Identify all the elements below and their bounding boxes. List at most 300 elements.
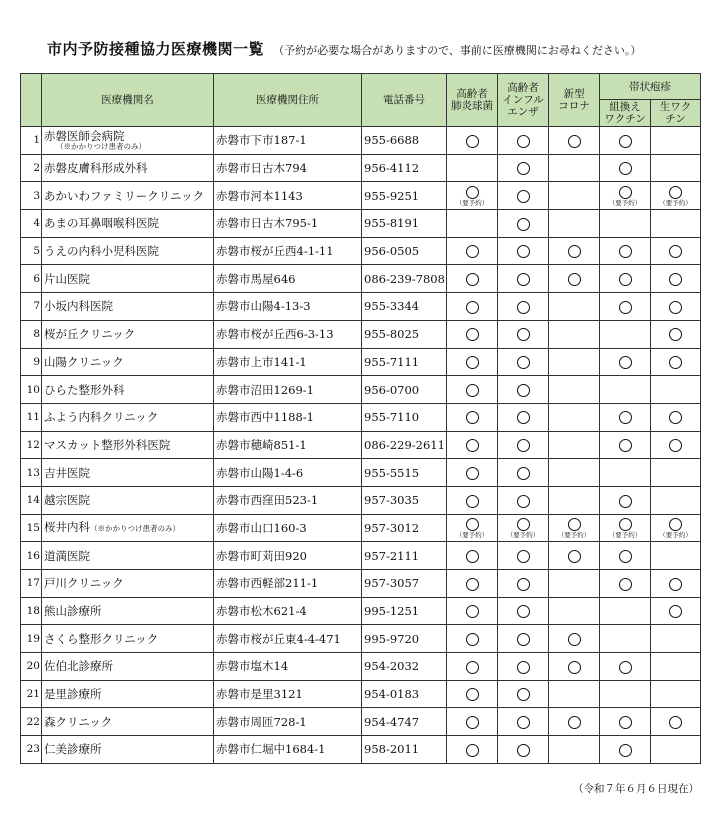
reservation-required-note: （要予約）	[608, 531, 642, 540]
mark-cell-pneumo	[447, 376, 498, 404]
mark-cell-flu	[498, 182, 549, 210]
table-row	[21, 376, 701, 404]
mark-cell-shingles-live	[651, 127, 701, 155]
table-row	[21, 570, 701, 598]
available-circle-icon	[517, 605, 530, 618]
mark-cell-shingles-recombinant	[600, 376, 651, 404]
header-phone: 電話番号	[362, 74, 447, 127]
mark-cell-flu	[498, 542, 549, 570]
clinic-phone: 955-8025	[362, 320, 447, 348]
clinic-address: 赤磐市下市187-1	[214, 127, 362, 155]
clinic-phone: 954-2032	[362, 653, 447, 681]
available-circle-icon	[669, 605, 682, 618]
mark-cell-shingles-live	[651, 625, 701, 653]
table-row	[21, 182, 701, 210]
clinic-address: 赤磐市沼田1269-1	[214, 376, 362, 404]
mark-cell-flu	[498, 597, 549, 625]
mark-cell-shingles-recombinant	[600, 403, 651, 431]
clinic-address: 赤磐市是里3121	[214, 680, 362, 708]
table-row	[21, 486, 701, 514]
mark-cell-shingles-live	[651, 708, 701, 736]
mark-cell-flu	[498, 625, 549, 653]
clinic-address: 赤磐市桜が丘西6-3-13	[214, 320, 362, 348]
mark-cell-shingles-recombinant	[600, 486, 651, 514]
page-subtitle: （予約が必要な場合がありますので、事前に医療機関にお尋ねください。）	[273, 44, 642, 57]
mark-cell-shingles-recombinant	[600, 348, 651, 376]
clinic-address: 赤磐市穂崎851-1	[214, 431, 362, 459]
mark-cell-shingles-live	[651, 597, 701, 625]
clinic-address: 赤磐市日古木795-1	[214, 210, 362, 238]
available-circle-icon	[517, 688, 530, 701]
mark-cell-pneumo	[447, 736, 498, 764]
clinic-name-cell	[42, 376, 214, 404]
clinic-address: 赤磐市周匝728-1	[214, 708, 362, 736]
available-circle-icon	[619, 661, 632, 674]
clinic-phone: 086-239-7808	[362, 265, 447, 293]
mark-cell-pneumo	[447, 348, 498, 376]
available-circle-icon	[517, 301, 530, 314]
available-circle-icon	[517, 356, 530, 369]
available-circle-icon	[466, 518, 479, 531]
clinic-name-cell	[42, 625, 214, 653]
mark-cell-flu	[498, 680, 549, 708]
mark-cell-pneumo	[447, 597, 498, 625]
available-circle-icon	[669, 578, 682, 591]
mark-cell-shingles-recombinant	[600, 459, 651, 487]
row-number: 12	[21, 431, 42, 459]
row-number: 3	[21, 182, 42, 210]
row-number: 13	[21, 459, 42, 487]
clinic-phone: 956-0505	[362, 237, 447, 265]
table-row	[21, 237, 701, 265]
available-circle-icon	[669, 439, 682, 452]
available-circle-icon	[619, 356, 632, 369]
mark-cell-covid	[549, 293, 600, 321]
available-circle-icon	[619, 411, 632, 424]
table-row	[21, 431, 701, 459]
header-covid: 新型 コロナ	[549, 74, 600, 127]
clinic-address: 赤磐市山口160-3	[214, 514, 362, 542]
available-circle-icon	[466, 744, 479, 757]
clinic-name-cell	[42, 570, 214, 598]
mark-cell-shingles-live	[651, 210, 701, 238]
clinic-name: 佐伯北診療所	[44, 659, 113, 674]
mark-cell-covid	[549, 653, 600, 681]
reservation-required-note: （要予約）	[557, 531, 591, 540]
clinic-address: 赤磐市山陽1-4-6	[214, 459, 362, 487]
available-circle-icon	[568, 716, 581, 729]
table-row	[21, 736, 701, 764]
mark-cell-covid	[549, 210, 600, 238]
clinic-address: 赤磐市松木621-4	[214, 597, 362, 625]
available-circle-icon	[669, 301, 682, 314]
mark-cell-shingles-recombinant	[600, 542, 651, 570]
table-row	[21, 625, 701, 653]
row-number: 20	[21, 653, 42, 681]
mark-cell-pneumo	[447, 680, 498, 708]
mark-cell-shingles-live	[651, 348, 701, 376]
mark-cell-covid	[549, 570, 600, 598]
mark-cell-shingles-live	[651, 680, 701, 708]
available-circle-icon	[568, 273, 581, 286]
clinic-name-cell	[42, 542, 214, 570]
available-circle-icon	[517, 467, 530, 480]
row-number: 8	[21, 320, 42, 348]
table-row	[21, 653, 701, 681]
title-row	[47, 38, 641, 59]
header-flu: 高齢者 インフル エンザ	[498, 74, 549, 127]
available-circle-icon	[517, 578, 530, 591]
row-number: 4	[21, 210, 42, 238]
clinic-phone: 995-1251	[362, 597, 447, 625]
table-body	[21, 127, 701, 764]
mark-cell-flu	[498, 459, 549, 487]
clinic-name-cell	[42, 237, 214, 265]
table-row	[21, 320, 701, 348]
available-circle-icon	[517, 135, 530, 148]
mark-cell-pneumo	[447, 210, 498, 238]
available-circle-icon	[517, 661, 530, 674]
mark-cell-flu	[498, 127, 549, 155]
mark-cell-shingles-live	[651, 403, 701, 431]
available-circle-icon	[619, 245, 632, 258]
mark-cell-shingles-recombinant	[600, 653, 651, 681]
clinic-phone: 995-9720	[362, 625, 447, 653]
clinic-name: 戸川クリニック	[44, 576, 124, 591]
row-number: 11	[21, 403, 42, 431]
mark-cell-pneumo	[447, 293, 498, 321]
available-circle-icon	[466, 688, 479, 701]
available-circle-icon	[669, 328, 682, 341]
mark-cell-shingles-recombinant	[600, 237, 651, 265]
available-circle-icon	[517, 384, 530, 397]
mark-cell-shingles-live	[651, 486, 701, 514]
reservation-required-note: （要予約）	[608, 199, 642, 208]
clinic-address: 赤磐市町苅田920	[214, 542, 362, 570]
clinic-name-cell	[42, 293, 214, 321]
clinic-name-cell	[42, 597, 214, 625]
mark-cell-shingles-recombinant	[600, 708, 651, 736]
reservation-required-note: （要予約）	[659, 199, 692, 208]
available-circle-icon	[669, 356, 682, 369]
clinic-address: 赤磐市山陽4-13-3	[214, 293, 362, 321]
mark-cell-shingles-recombinant	[600, 210, 651, 238]
available-circle-icon	[619, 439, 632, 452]
mark-cell-pneumo	[447, 403, 498, 431]
clinic-phone: 957-3012	[362, 514, 447, 542]
table-row	[21, 210, 701, 238]
reservation-required-note: （要予約）	[455, 531, 489, 540]
clinic-name-cell	[42, 680, 214, 708]
mark-cell-shingles-recombinant	[600, 182, 651, 210]
mark-cell-flu	[498, 154, 549, 182]
available-circle-icon	[669, 186, 682, 199]
clinic-address: 赤磐市西中1188-1	[214, 403, 362, 431]
mark-cell-shingles-live	[651, 154, 701, 182]
mark-cell-flu	[498, 514, 549, 542]
available-circle-icon	[619, 273, 632, 286]
clinic-phone: 955-3344	[362, 293, 447, 321]
mark-cell-shingles-live	[651, 265, 701, 293]
mark-cell-pneumo	[447, 154, 498, 182]
mark-cell-flu	[498, 210, 549, 238]
table-row	[21, 514, 701, 542]
clinic-name: 道満医院	[44, 548, 90, 563]
mark-cell-pneumo	[447, 625, 498, 653]
mark-cell-flu	[498, 736, 549, 764]
available-circle-icon	[466, 135, 479, 148]
clinic-phone: 957-3035	[362, 486, 447, 514]
clinic-name: うえの内科小児科医院	[44, 244, 159, 259]
available-circle-icon	[466, 328, 479, 341]
available-circle-icon	[466, 411, 479, 424]
clinic-name: 仁美診療所	[44, 742, 102, 757]
clinic-address: 赤磐市塩木14	[214, 653, 362, 681]
available-circle-icon	[466, 273, 479, 286]
clinic-name-cell	[42, 459, 214, 487]
mark-cell-shingles-recombinant	[600, 680, 651, 708]
clinic-name: 片山医院	[44, 271, 90, 286]
available-circle-icon	[619, 578, 632, 591]
table-row	[21, 403, 701, 431]
row-number: 21	[21, 680, 42, 708]
available-circle-icon	[619, 518, 632, 531]
clinic-address: 赤磐市河本1143	[214, 182, 362, 210]
mark-cell-covid	[549, 431, 600, 459]
mark-cell-flu	[498, 348, 549, 376]
clinic-address: 赤磐市仁堀中1684-1	[214, 736, 362, 764]
mark-cell-shingles-live	[651, 431, 701, 459]
clinic-table	[20, 73, 701, 764]
table-row	[21, 597, 701, 625]
mark-cell-pneumo	[447, 127, 498, 155]
clinic-name-cell	[42, 210, 214, 238]
clinic-name-cell	[42, 154, 214, 182]
mark-cell-shingles-live	[651, 736, 701, 764]
clinic-name: ひらた整形外科	[44, 382, 125, 397]
available-circle-icon	[466, 495, 479, 508]
mark-cell-covid	[549, 376, 600, 404]
mark-cell-shingles-live	[651, 570, 701, 598]
clinic-phone: 956-4112	[362, 154, 447, 182]
clinic-phone: 956-0700	[362, 376, 447, 404]
clinic-name: 是里診療所	[44, 687, 102, 702]
clinic-name: 森クリニック	[44, 714, 113, 729]
available-circle-icon	[517, 245, 530, 258]
mark-cell-flu	[498, 653, 549, 681]
clinic-name-cell	[42, 514, 214, 542]
available-circle-icon	[669, 245, 682, 258]
available-circle-icon	[517, 439, 530, 452]
mark-cell-shingles-recombinant	[600, 154, 651, 182]
clinic-phone: 955-7111	[362, 348, 447, 376]
clinic-address: 赤磐市西軽部211-1	[214, 570, 362, 598]
table-header	[21, 74, 701, 127]
clinic-name: 山陽クリニック	[44, 354, 124, 369]
row-number: 23	[21, 736, 42, 764]
mark-cell-covid	[549, 625, 600, 653]
clinic-phone: 955-8191	[362, 210, 447, 238]
table-row	[21, 265, 701, 293]
available-circle-icon	[517, 518, 530, 531]
available-circle-icon	[669, 411, 682, 424]
clinic-name-cell	[42, 736, 214, 764]
table-row	[21, 680, 701, 708]
clinic-phone: 955-9251	[362, 182, 447, 210]
clinic-phone: 955-5515	[362, 459, 447, 487]
header-shingles: 帯状疱疹	[600, 74, 701, 100]
mark-cell-flu	[498, 431, 549, 459]
mark-cell-pneumo	[447, 237, 498, 265]
row-number: 18	[21, 597, 42, 625]
mark-cell-shingles-recombinant	[600, 265, 651, 293]
row-number: 19	[21, 625, 42, 653]
mark-cell-shingles-recombinant	[600, 320, 651, 348]
header-address: 医療機関住所	[214, 74, 362, 127]
table-row	[21, 708, 701, 736]
row-number: 14	[21, 486, 42, 514]
table-row	[21, 459, 701, 487]
clinic-name: 赤磐医師会病院	[44, 128, 125, 143]
available-circle-icon	[669, 273, 682, 286]
mark-cell-shingles-live	[651, 459, 701, 487]
mark-cell-shingles-recombinant	[600, 431, 651, 459]
mark-cell-covid	[549, 237, 600, 265]
mark-cell-shingles-recombinant	[600, 625, 651, 653]
mark-cell-covid	[549, 542, 600, 570]
clinic-address: 赤磐市馬屋646	[214, 265, 362, 293]
mark-cell-pneumo	[447, 431, 498, 459]
row-number: 16	[21, 542, 42, 570]
mark-cell-flu	[498, 320, 549, 348]
mark-cell-flu	[498, 265, 549, 293]
available-circle-icon	[466, 661, 479, 674]
mark-cell-covid	[549, 459, 600, 487]
clinic-name-cell	[42, 403, 214, 431]
row-number: 5	[21, 237, 42, 265]
mark-cell-covid	[549, 736, 600, 764]
row-number: 7	[21, 293, 42, 321]
available-circle-icon	[466, 439, 479, 452]
clinic-name: 熊山診療所	[44, 604, 102, 619]
available-circle-icon	[568, 550, 581, 563]
mark-cell-shingles-recombinant	[600, 514, 651, 542]
available-circle-icon	[466, 245, 479, 258]
mark-cell-shingles-live	[651, 376, 701, 404]
mark-cell-flu	[498, 403, 549, 431]
mark-cell-shingles-live	[651, 237, 701, 265]
header-name: 医療機関名	[42, 74, 214, 127]
clinic-phone: 955-7110	[362, 403, 447, 431]
available-circle-icon	[568, 661, 581, 674]
available-circle-icon	[619, 495, 632, 508]
clinic-phone: 086-229-2611	[362, 431, 447, 459]
clinic-name: マスカット整形外科医院	[44, 437, 171, 452]
row-number: 9	[21, 348, 42, 376]
mark-cell-pneumo	[447, 265, 498, 293]
row-number: 22	[21, 708, 42, 736]
clinic-address: 赤磐市西窪田523-1	[214, 486, 362, 514]
available-circle-icon	[619, 135, 632, 148]
mark-cell-flu	[498, 293, 549, 321]
mark-cell-covid	[549, 597, 600, 625]
mark-cell-pneumo	[447, 459, 498, 487]
mark-cell-pneumo	[447, 570, 498, 598]
clinic-name: 越宗医院	[44, 493, 90, 508]
header-number	[21, 74, 42, 127]
mark-cell-covid	[549, 265, 600, 293]
mark-cell-pneumo	[447, 708, 498, 736]
mark-cell-shingles-recombinant	[600, 293, 651, 321]
reservation-required-note: （要予約）	[659, 531, 692, 540]
mark-cell-shingles-live	[651, 293, 701, 321]
mark-cell-pneumo	[447, 486, 498, 514]
mark-cell-covid	[549, 154, 600, 182]
available-circle-icon	[466, 356, 479, 369]
clinic-name: 吉井医院	[44, 465, 90, 480]
mark-cell-shingles-live	[651, 514, 701, 542]
row-number: 17	[21, 570, 42, 598]
mark-cell-flu	[498, 708, 549, 736]
clinic-name: 桜井内科	[44, 519, 90, 534]
mark-cell-shingles-live	[651, 320, 701, 348]
mark-cell-shingles-recombinant	[600, 597, 651, 625]
mark-cell-flu	[498, 237, 549, 265]
available-circle-icon	[568, 518, 581, 531]
clinic-name-cell	[42, 708, 214, 736]
available-circle-icon	[466, 301, 479, 314]
available-circle-icon	[517, 550, 530, 563]
available-circle-icon	[619, 716, 632, 729]
clinic-phone: 957-3057	[362, 570, 447, 598]
available-circle-icon	[466, 633, 479, 646]
mark-cell-shingles-live	[651, 653, 701, 681]
header-pneumo: 高齢者 肺炎球菌	[447, 74, 498, 127]
header-shingles-live: 生ワク チン	[651, 100, 701, 127]
clinic-phone: 957-2111	[362, 542, 447, 570]
available-circle-icon	[517, 633, 530, 646]
clinic-name-cell	[42, 348, 214, 376]
mark-cell-shingles-recombinant	[600, 570, 651, 598]
available-circle-icon	[619, 162, 632, 175]
available-circle-icon	[517, 218, 530, 231]
mark-cell-covid	[549, 320, 600, 348]
available-circle-icon	[568, 245, 581, 258]
clinic-phone: 954-0183	[362, 680, 447, 708]
available-circle-icon	[466, 578, 479, 591]
clinic-address: 赤磐市桜が丘東4-4-471	[214, 625, 362, 653]
as-of-date: （令和７年６月６日現在）	[573, 783, 699, 795]
available-circle-icon	[619, 550, 632, 563]
available-circle-icon	[517, 328, 530, 341]
available-circle-icon	[619, 301, 632, 314]
clinic-phone: 954-4747	[362, 708, 447, 736]
available-circle-icon	[466, 605, 479, 618]
clinic-name: あかいわファミリークリニック	[44, 188, 205, 203]
available-circle-icon	[568, 633, 581, 646]
clinic-phone: 958-2011	[362, 736, 447, 764]
table-row	[21, 542, 701, 570]
clinic-name-cell	[42, 127, 214, 155]
mark-cell-pneumo	[447, 514, 498, 542]
clinic-address: 赤磐市桜が丘西4-1-11	[214, 237, 362, 265]
available-circle-icon	[517, 411, 530, 424]
available-circle-icon	[466, 550, 479, 563]
available-circle-icon	[619, 744, 632, 757]
mark-cell-shingles-live	[651, 182, 701, 210]
reservation-required-note: （要予約）	[506, 531, 540, 540]
clinic-name: ふよう内科クリニック	[44, 410, 159, 425]
